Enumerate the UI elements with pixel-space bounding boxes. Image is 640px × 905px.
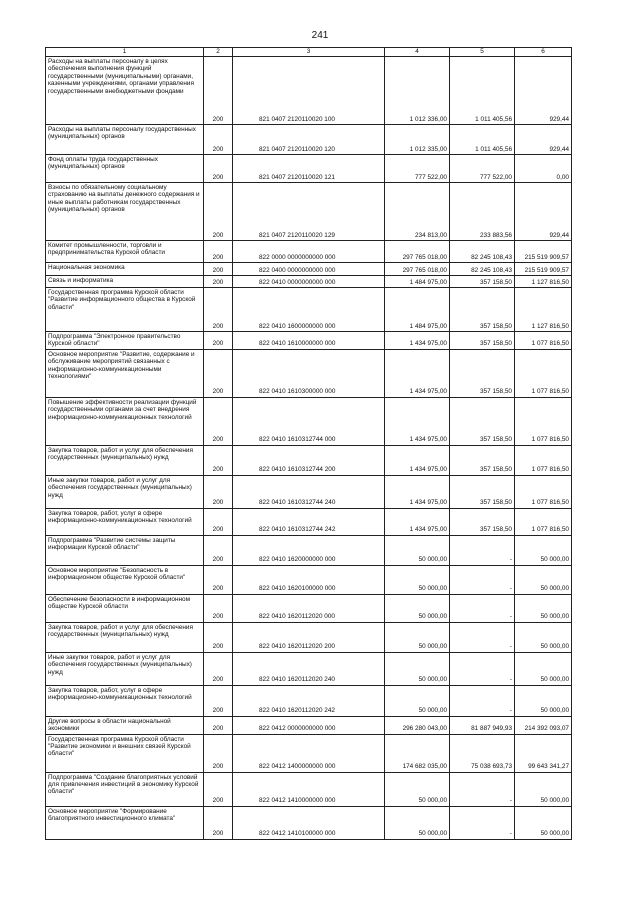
classification-code-cell: 822 0400 0000000000 000 bbox=[233, 263, 385, 276]
table-row bbox=[46, 397, 572, 445]
classification-code-cell: 821 0407 2120110020 121 bbox=[233, 155, 385, 183]
column-2-cell: 200 bbox=[204, 734, 233, 772]
table-row bbox=[46, 332, 572, 350]
row-name-cell: Расходы на выплаты персоналу в целях обеспечения выполнения функций государственными (муниципальными) органами, казенными учреждениями, органами управления государственными внебюджетными фондами bbox=[46, 57, 204, 125]
column-4-cell: 50 000,00 bbox=[385, 806, 450, 839]
column-5-cell: - bbox=[450, 622, 515, 652]
classification-code-cell: 821 0407 2120110020 129 bbox=[233, 183, 385, 241]
page-number: 241 bbox=[311, 30, 329, 41]
row-name-cell: Закупка товаров, работ, услуг в сфере информационно-коммуникационных технологий bbox=[46, 685, 204, 716]
row-name-cell: Связь и информатика bbox=[46, 276, 204, 288]
column-4-cell: 1 434 975,00 bbox=[385, 397, 450, 445]
column-4-cell: 1 434 975,00 bbox=[385, 508, 450, 535]
column-2-cell: 200 bbox=[204, 475, 233, 508]
column-2-cell: 200 bbox=[204, 652, 233, 685]
column-4-cell: 1 434 975,00 bbox=[385, 445, 450, 475]
classification-code-cell: 822 0410 1620112020 000 bbox=[233, 594, 385, 622]
column-5-cell: 1 011 405,56 bbox=[450, 125, 515, 155]
column-5-cell: 357 158,50 bbox=[450, 475, 515, 508]
column-6-cell: 1 127 816,50 bbox=[515, 288, 572, 332]
column-4-cell: 1 434 975,00 bbox=[385, 349, 450, 397]
classification-code-cell: 822 0410 1600000000 000 bbox=[233, 288, 385, 332]
column-4-cell: 1 434 975,00 bbox=[385, 475, 450, 508]
row-name-cell: Подпрограмма "Развитие системы защиты информации Курской области" bbox=[46, 535, 204, 565]
table-row bbox=[46, 241, 572, 263]
row-name-cell: Закупка товаров, работ и услуг для обеспечения государственных (муниципальных) нужд bbox=[46, 622, 204, 652]
column-2-cell: 200 bbox=[204, 622, 233, 652]
classification-code-cell: 822 0410 1610300000 000 bbox=[233, 349, 385, 397]
table-row bbox=[46, 652, 572, 685]
row-name-cell: Комитет промышленности, торговли и предпринимательства Курской области bbox=[46, 241, 204, 263]
column-header: 2 bbox=[204, 48, 233, 57]
column-5-cell: - bbox=[450, 685, 515, 716]
column-2-cell: 200 bbox=[204, 276, 233, 288]
column-4-cell: 1 484 975,00 bbox=[385, 288, 450, 332]
classification-code-cell: 822 0410 0000000000 000 bbox=[233, 276, 385, 288]
column-2-cell: 200 bbox=[204, 155, 233, 183]
column-5-cell: - bbox=[450, 594, 515, 622]
column-6-cell: 929,44 bbox=[515, 183, 572, 241]
column-4-cell: 296 280 043,00 bbox=[385, 716, 450, 734]
column-6-cell: 50 000,00 bbox=[515, 685, 572, 716]
column-2-cell: 200 bbox=[204, 565, 233, 594]
column-4-cell: 50 000,00 bbox=[385, 622, 450, 652]
column-header: 6 bbox=[515, 48, 572, 57]
classification-code-cell: 822 0410 1620112020 240 bbox=[233, 652, 385, 685]
column-6-cell: 215 519 909,57 bbox=[515, 263, 572, 276]
column-6-cell: 50 000,00 bbox=[515, 652, 572, 685]
column-2-cell: 200 bbox=[204, 349, 233, 397]
classification-code-cell: 822 0410 1610312744 240 bbox=[233, 475, 385, 508]
table-row bbox=[46, 734, 572, 772]
classification-code-cell: 822 0410 1620112020 242 bbox=[233, 685, 385, 716]
column-6-cell: 50 000,00 bbox=[515, 594, 572, 622]
table-row bbox=[46, 806, 572, 839]
column-header: 3 bbox=[233, 48, 385, 57]
classification-code-cell: 822 0000 0000000000 000 bbox=[233, 241, 385, 263]
table-row bbox=[46, 772, 572, 806]
classification-code-cell: 821 0407 2120110020 100 bbox=[233, 57, 385, 125]
column-5-cell: 75 038 693,73 bbox=[450, 734, 515, 772]
column-2-cell: 200 bbox=[204, 241, 233, 263]
column-6-cell: 1 077 816,50 bbox=[515, 349, 572, 397]
table-row bbox=[46, 622, 572, 652]
classification-code-cell: 822 0412 0000000000 000 bbox=[233, 716, 385, 734]
column-5-cell: 357 158,50 bbox=[450, 332, 515, 350]
column-2-cell: 200 bbox=[204, 594, 233, 622]
column-4-cell: 50 000,00 bbox=[385, 565, 450, 594]
column-5-cell: 357 158,50 bbox=[450, 445, 515, 475]
column-2-cell: 200 bbox=[204, 806, 233, 839]
column-6-cell: 1 077 816,50 bbox=[515, 508, 572, 535]
column-header: 5 bbox=[450, 48, 515, 57]
table-row bbox=[46, 183, 572, 241]
column-4-cell: 777 522,00 bbox=[385, 155, 450, 183]
column-2-cell: 200 bbox=[204, 397, 233, 445]
column-6-cell: 929,44 bbox=[515, 57, 572, 125]
row-name-cell: Повышение эффективности реализации функций государственными органами за счет внедрения информационно-коммуникационных технологий bbox=[46, 397, 204, 445]
column-6-cell: 50 000,00 bbox=[515, 535, 572, 565]
row-name-cell: Государственная программа Курской области "Развитие экономики и внешних связей Курской области" bbox=[46, 734, 204, 772]
row-name-cell: Национальная экономика bbox=[46, 263, 204, 276]
column-4-cell: 174 682 035,00 bbox=[385, 734, 450, 772]
table-row bbox=[46, 594, 572, 622]
column-header: 1 bbox=[46, 48, 204, 57]
column-6-cell: 50 000,00 bbox=[515, 565, 572, 594]
row-name-cell: Основное мероприятие "Развитие, содержание и обслуживание мероприятий связанных с информационно-коммуникационными технологиями" bbox=[46, 349, 204, 397]
column-header: 4 bbox=[385, 48, 450, 57]
column-4-cell: 297 765 018,00 bbox=[385, 263, 450, 276]
column-5-cell: 82 245 108,43 bbox=[450, 263, 515, 276]
column-5-cell: 82 245 108,43 bbox=[450, 241, 515, 263]
column-4-cell: 1 012 336,00 bbox=[385, 57, 450, 125]
column-4-cell: 234 813,00 bbox=[385, 183, 450, 241]
column-2-cell: 200 bbox=[204, 332, 233, 350]
column-4-cell: 50 000,00 bbox=[385, 535, 450, 565]
classification-code-cell: 822 0412 1410100000 000 bbox=[233, 806, 385, 839]
classification-code-cell: 822 0410 1620100000 000 bbox=[233, 565, 385, 594]
table-row bbox=[46, 349, 572, 397]
row-name-cell: Основное мероприятие "Формирование благоприятного инвестиционного климата" bbox=[46, 806, 204, 839]
column-4-cell: 1 434 975,00 bbox=[385, 332, 450, 350]
column-2-cell: 200 bbox=[204, 685, 233, 716]
column-5-cell: - bbox=[450, 565, 515, 594]
table-row bbox=[46, 57, 572, 125]
budget-table bbox=[45, 47, 572, 840]
row-name-cell: Закупка товаров, работ, услуг в сфере информационно-коммуникационных технологий bbox=[46, 508, 204, 535]
column-5-cell: - bbox=[450, 652, 515, 685]
table-row bbox=[46, 288, 572, 332]
table-row bbox=[46, 155, 572, 183]
column-4-cell: 50 000,00 bbox=[385, 772, 450, 806]
column-6-cell: 1 077 816,50 bbox=[515, 445, 572, 475]
column-5-cell: 1 011 405,56 bbox=[450, 57, 515, 125]
row-name-cell: Основное мероприятие "Безопасность в информационном обществе Курской области" bbox=[46, 565, 204, 594]
table-row bbox=[46, 263, 572, 276]
table-row bbox=[46, 565, 572, 594]
classification-code-cell: 822 0410 1620112020 200 bbox=[233, 622, 385, 652]
column-6-cell: 0,00 bbox=[515, 155, 572, 183]
column-6-cell: 50 000,00 bbox=[515, 622, 572, 652]
column-5-cell: - bbox=[450, 772, 515, 806]
table-row bbox=[46, 276, 572, 288]
column-2-cell: 200 bbox=[204, 716, 233, 734]
column-2-cell: 200 bbox=[204, 772, 233, 806]
classification-code-cell: 822 0410 1620000000 000 bbox=[233, 535, 385, 565]
column-5-cell: 357 158,50 bbox=[450, 397, 515, 445]
column-4-cell: 50 000,00 bbox=[385, 652, 450, 685]
row-name-cell: Обеспечение безопасности в информационном обществе Курской области bbox=[46, 594, 204, 622]
table-row bbox=[46, 535, 572, 565]
column-6-cell: 99 643 341,27 bbox=[515, 734, 572, 772]
row-name-cell: Взносы по обязательному социальному страхованию на выплаты денежного содержания и иные выплаты работникам государственных (муниципальных) органов bbox=[46, 183, 204, 241]
column-5-cell: - bbox=[450, 806, 515, 839]
column-4-cell: 50 000,00 bbox=[385, 594, 450, 622]
table-row bbox=[46, 445, 572, 475]
classification-code-cell: 822 0410 1610000000 000 bbox=[233, 332, 385, 350]
table-row bbox=[46, 716, 572, 734]
table-row bbox=[46, 475, 572, 508]
column-6-cell: 215 519 909,57 bbox=[515, 241, 572, 263]
column-4-cell: 1 012 335,00 bbox=[385, 125, 450, 155]
column-5-cell: 357 158,50 bbox=[450, 349, 515, 397]
column-6-cell: 929,44 bbox=[515, 125, 572, 155]
column-2-cell: 200 bbox=[204, 445, 233, 475]
classification-code-cell: 821 0407 2120110020 120 bbox=[233, 125, 385, 155]
column-5-cell: - bbox=[450, 535, 515, 565]
column-6-cell: 1 127 816,50 bbox=[515, 276, 572, 288]
column-6-cell: 214 392 093,07 bbox=[515, 716, 572, 734]
column-5-cell: 357 158,50 bbox=[450, 276, 515, 288]
row-name-cell: Подпрограмма "Создание благоприятных условий для привлечения инвестиций в экономику Курской области" bbox=[46, 772, 204, 806]
column-2-cell: 200 bbox=[204, 508, 233, 535]
column-5-cell: 81 887 949,93 bbox=[450, 716, 515, 734]
row-name-cell: Закупка товаров, работ и услуг для обеспечения государственных (муниципальных) нужд bbox=[46, 445, 204, 475]
classification-code-cell: 822 0410 1610312744 000 bbox=[233, 397, 385, 445]
column-4-cell: 297 765 018,00 bbox=[385, 241, 450, 263]
classification-code-cell: 822 0410 1610312744 200 bbox=[233, 445, 385, 475]
column-5-cell: 233 883,56 bbox=[450, 183, 515, 241]
column-6-cell: 50 000,00 bbox=[515, 772, 572, 806]
header-row bbox=[46, 48, 572, 57]
column-4-cell: 50 000,00 bbox=[385, 685, 450, 716]
row-name-cell: Иные закупки товаров, работ и услуг для обеспечения государственных (муниципальных) нужд bbox=[46, 475, 204, 508]
column-2-cell: 200 bbox=[204, 125, 233, 155]
column-2-cell: 200 bbox=[204, 57, 233, 125]
classification-code-cell: 822 0410 1610312744 242 bbox=[233, 508, 385, 535]
column-2-cell: 200 bbox=[204, 535, 233, 565]
table-row bbox=[46, 125, 572, 155]
row-name-cell: Подпрограмма "Электронное правительство Курской области" bbox=[46, 332, 204, 350]
table-body bbox=[46, 48, 572, 840]
classification-code-cell: 822 0412 1400000000 000 bbox=[233, 734, 385, 772]
column-5-cell: 777 522,00 bbox=[450, 155, 515, 183]
column-5-cell: 357 158,50 bbox=[450, 288, 515, 332]
column-6-cell: 1 077 816,50 bbox=[515, 397, 572, 445]
column-5-cell: 357 158,50 bbox=[450, 508, 515, 535]
row-name-cell: Государственная программа Курской области "Развитие информационного общества в Курской области" bbox=[46, 288, 204, 332]
row-name-cell: Иные закупки товаров, работ и услуг для обеспечения государственных (муниципальных) нужд bbox=[46, 652, 204, 685]
column-4-cell: 1 484 975,00 bbox=[385, 276, 450, 288]
row-name-cell: Другие вопросы в области национальной экономики bbox=[46, 716, 204, 734]
row-name-cell: Фонд оплаты труда государственных (муниципальных) органов bbox=[46, 155, 204, 183]
column-6-cell: 50 000,00 bbox=[515, 806, 572, 839]
column-2-cell: 200 bbox=[204, 183, 233, 241]
table-row bbox=[46, 508, 572, 535]
classification-code-cell: 822 0412 1410000000 000 bbox=[233, 772, 385, 806]
row-name-cell: Расходы на выплаты персоналу государственных (муниципальных) органов bbox=[46, 125, 204, 155]
table-row bbox=[46, 685, 572, 716]
column-2-cell: 200 bbox=[204, 263, 233, 276]
column-2-cell: 200 bbox=[204, 288, 233, 332]
column-6-cell: 1 077 816,50 bbox=[515, 332, 572, 350]
column-6-cell: 1 077 816,50 bbox=[515, 475, 572, 508]
